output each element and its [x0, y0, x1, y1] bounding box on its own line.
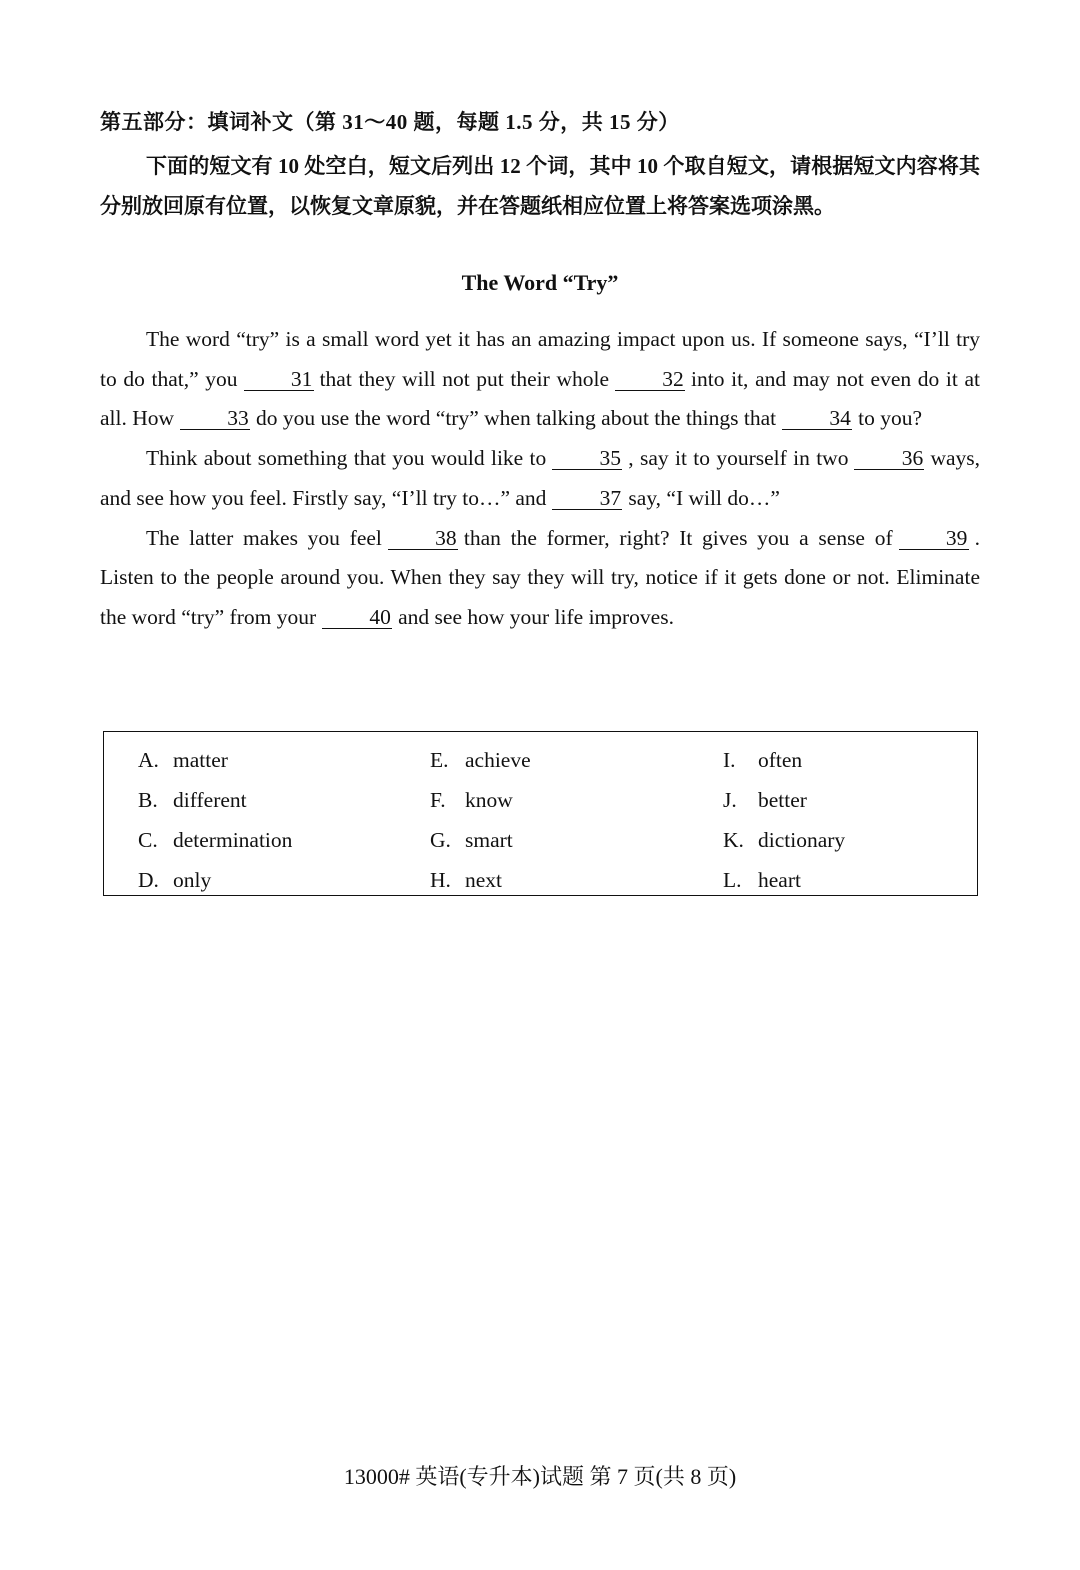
blank-34: 34 — [782, 407, 852, 430]
text: The word “try” is a small word yet it has an amazing impact upon us. If someone says, “I’ll try to do that,” you — [100, 327, 980, 391]
option-letter: I. — [723, 748, 736, 772]
option-f — [430, 782, 531, 822]
text: do you use the word “try” when talking about the things that — [256, 406, 777, 431]
text: to you? — [858, 406, 923, 431]
option-letter: L. — [723, 868, 742, 892]
option-letter: F. — [430, 788, 446, 812]
option-letter: K. — [723, 828, 744, 852]
option-h — [430, 862, 531, 902]
section-instructions: 下面的短文有 10 处空白，短文后列出 12 个词，其中 10 个取自短文，请根据短文内容将其分别放回原有位置，以恢复文章原貌，并在答题纸相应位置上将答案选项涂黑。 — [100, 154, 980, 218]
blank-38: 38 — [388, 527, 458, 550]
option-g — [430, 822, 531, 862]
passage — [100, 320, 980, 638]
option-word: matter — [173, 748, 228, 772]
option-word: better — [758, 788, 807, 812]
option-word: dictionary — [758, 828, 846, 852]
section-title: 第五部分：填词补文（第 31～40 题，每题 1.5 分，共 15 分） — [100, 110, 680, 134]
options-column-3 — [723, 742, 845, 902]
text: that they will not put their whole — [319, 366, 610, 391]
option-letter: A. — [138, 748, 159, 772]
text: than the former, right? It gives you a sense of — [463, 525, 893, 550]
blank-32: 32 — [615, 368, 685, 391]
blank-31: 31 — [244, 368, 314, 391]
option-letter: E. — [430, 748, 449, 772]
option-word: often — [758, 748, 803, 772]
option-letter: J. — [723, 788, 737, 812]
options-column-2 — [430, 742, 531, 902]
page-footer: 13000# 英语(专升本)试题 第 7 页(共 8 页) — [343, 1464, 737, 1489]
text: , say it to yourself in two — [628, 446, 849, 471]
option-letter: G. — [430, 828, 451, 852]
paragraph-1 — [100, 320, 980, 439]
text: The latter makes you feel — [146, 525, 382, 550]
option-word: know — [465, 788, 513, 812]
option-word: heart — [758, 868, 801, 892]
option-letter: B. — [138, 788, 158, 812]
text: and see how your life improves. — [398, 604, 674, 629]
option-d — [138, 862, 292, 902]
option-e — [430, 742, 531, 782]
option-letter: D. — [138, 868, 159, 892]
paragraph-2 — [100, 439, 980, 518]
option-word: next — [465, 868, 503, 892]
blank-39: 39 — [899, 527, 969, 550]
passage-title: The Word “Try” — [461, 270, 619, 295]
text: say, “I will do…” — [628, 485, 780, 510]
option-c — [138, 822, 292, 862]
blank-33: 33 — [180, 407, 250, 430]
options-column-1 — [138, 742, 292, 902]
text: ways, and see how you feel. Firstly say, “I’ll try to…” and — [100, 446, 981, 510]
option-word: only — [173, 868, 212, 892]
blank-40: 40 — [322, 606, 392, 629]
option-letter: H. — [430, 868, 451, 892]
text: Think about something that you would like to — [146, 446, 547, 471]
option-k — [723, 822, 845, 862]
option-j — [723, 782, 845, 822]
option-l — [723, 862, 845, 902]
option-i — [723, 742, 845, 782]
paragraph-3 — [100, 519, 980, 638]
option-word: smart — [465, 828, 513, 852]
option-word: determination — [173, 828, 293, 852]
text: into it, and may not even do it at all. How — [100, 366, 980, 431]
blank-37: 37 — [552, 487, 622, 510]
option-b — [138, 782, 292, 822]
option-a — [138, 742, 292, 782]
blank-35: 35 — [552, 447, 622, 470]
text: . Listen to the people around you. When they say they will try, notice if it gets done or not. Eliminate the word “try” from your — [100, 525, 980, 629]
option-word: achieve — [465, 748, 531, 772]
option-letter: C. — [138, 828, 158, 852]
blank-36: 36 — [854, 447, 924, 470]
options-box — [103, 731, 978, 896]
option-word: different — [173, 788, 247, 812]
